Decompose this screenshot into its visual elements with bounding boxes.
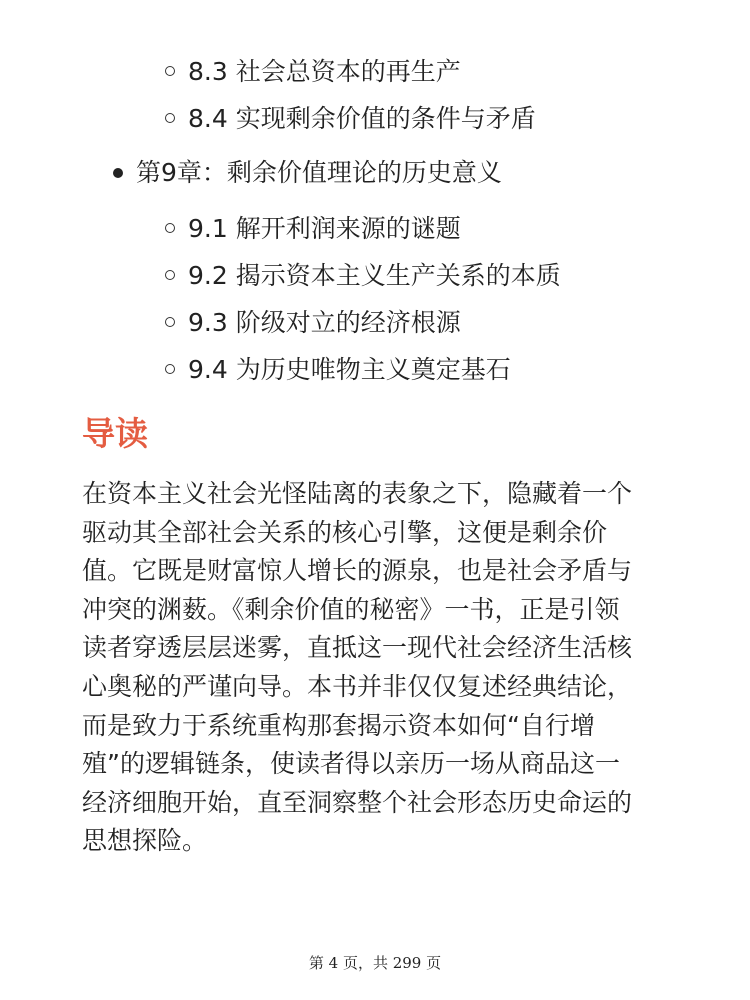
toc-chapter-9[interactable] — [113, 149, 502, 197]
paragraph-line: 心奥秘的严谨向导。本书并非仅仅复述经典结论， — [82, 671, 633, 701]
hollow-circle-bullet-icon — [165, 113, 175, 123]
section-heading: 导读 — [82, 414, 148, 453]
toc-item-label: 8.4 实现剩余价值的条件与矛盾 — [188, 104, 536, 133]
toc-chapter-label: 第9章：剩余价值理论的历史意义 — [136, 158, 502, 187]
toc-item-label: 9.3 阶级对立的经济根源 — [188, 308, 461, 337]
hollow-circle-bullet-icon — [165, 364, 175, 374]
paragraph-line: 思想探险。 — [82, 826, 208, 856]
hollow-circle-bullet-icon — [165, 317, 175, 327]
chapter-8-subsection-list — [165, 48, 536, 142]
toc-item-9-1[interactable] — [165, 205, 561, 252]
hollow-circle-bullet-icon — [165, 270, 175, 280]
toc-item-label: 9.4 为历史唯物主义奠定基石 — [188, 355, 511, 384]
toc-item-label: 9.1 解开利润来源的谜题 — [188, 214, 461, 243]
toc-item-8-4[interactable] — [165, 95, 536, 142]
toc-item-9-3[interactable] — [165, 299, 561, 346]
toc-item-9-2[interactable] — [165, 252, 561, 299]
hollow-circle-bullet-icon — [165, 223, 175, 233]
filled-circle-bullet-icon — [113, 168, 123, 178]
paragraph-line: 值。它既是财富惊人增长的源泉，也是社会矛盾与 — [82, 556, 633, 586]
paragraph-line: 在资本主义社会光怪陆离的表象之下，隐藏着一个 — [82, 479, 633, 508]
toc-item-9-4[interactable] — [165, 346, 561, 393]
paragraph-line: 殖”的逻辑链条，使读者得以亲历一场从商品这一 — [82, 749, 620, 779]
paragraph-line: 驱动其全部社会关系的核心引擎，这便是剩余价 — [82, 517, 608, 547]
hollow-circle-bullet-icon — [165, 66, 175, 76]
intro-paragraph — [82, 475, 672, 861]
chapter-9-subsection-list — [165, 205, 561, 393]
page-number-footer: 第 4 页，共 299 页 — [308, 954, 442, 972]
paragraph-line: 经济细胞开始，直至洞察整个社会形态历史命运的 — [82, 787, 633, 817]
toc-item-label: 9.2 揭示资本主义生产关系的本质 — [188, 261, 561, 290]
paragraph-line: 而是致力于系统重构那套揭示资本如何“自行增 — [82, 710, 595, 740]
paragraph-line: 冲突的渊薮。《剩余价值的秘密》一书，正是引领 — [82, 594, 620, 624]
paragraph-line: 读者穿透层层迷雾，直抵这一现代社会经济生活核 — [82, 633, 633, 663]
toc-item-8-3[interactable] — [165, 48, 536, 95]
toc-item-label: 8.3 社会总资本的再生产 — [188, 57, 461, 86]
